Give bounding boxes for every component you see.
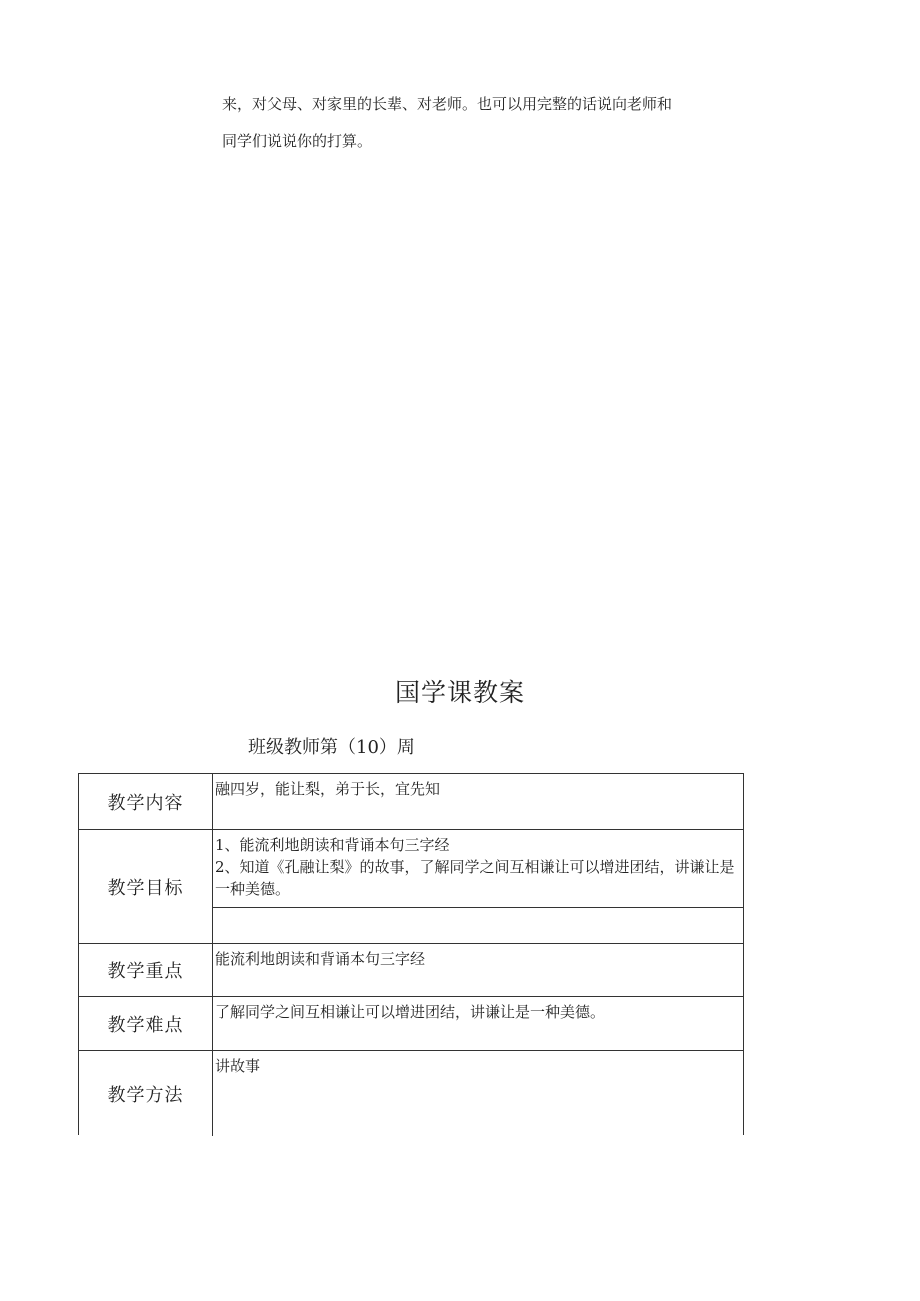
class-teacher-week-line: 班级教师第（10）周: [248, 737, 415, 758]
intro-paragraph-line-1: 来，对父母、对家里的长辈、对老师。也可以用完整的话说向老师和: [222, 95, 673, 113]
row-value-difficulties: 了解同学之间互相谦让可以增进团结，讲谦让是一种美德。: [215, 1003, 606, 1021]
row-label-content: 教学内容: [79, 774, 213, 829]
intro-paragraph-line-2: 同学们说说你的打算。: [222, 132, 373, 150]
row-value-content: 融四岁，能让梨，弟于长，宜先知: [215, 780, 441, 798]
page-title: 国学课教案: [394, 678, 525, 707]
lesson-plan-table: [78, 773, 744, 1135]
table-row-content: [79, 774, 743, 830]
objective-item-2: 2、知道《孔融让梨》的故事，了解同学之间互相谦让可以增进团结，讲谦让是一种美德。: [215, 858, 735, 898]
table-row-key-points: [79, 944, 743, 997]
row-value-key-points: 能流利地朗读和背诵本句三字经: [215, 950, 426, 968]
row-label-difficulties: 教学难点: [79, 997, 213, 1050]
table-row-methods: [79, 1051, 743, 1136]
table-row-difficulties: [79, 997, 743, 1051]
row-label-objectives: 教学目标: [79, 830, 213, 943]
objective-item-1: 1、能流利地朗读和背诵本句三字经: [215, 836, 450, 854]
row-label-key-points: 教学重点: [79, 944, 213, 996]
row-value-methods: 讲故事: [215, 1057, 261, 1075]
row-label-methods: 教学方法: [79, 1051, 213, 1136]
row-value-objectives: [215, 834, 743, 900]
objectives-divider: [213, 907, 743, 908]
table-row-objectives: [79, 830, 743, 944]
